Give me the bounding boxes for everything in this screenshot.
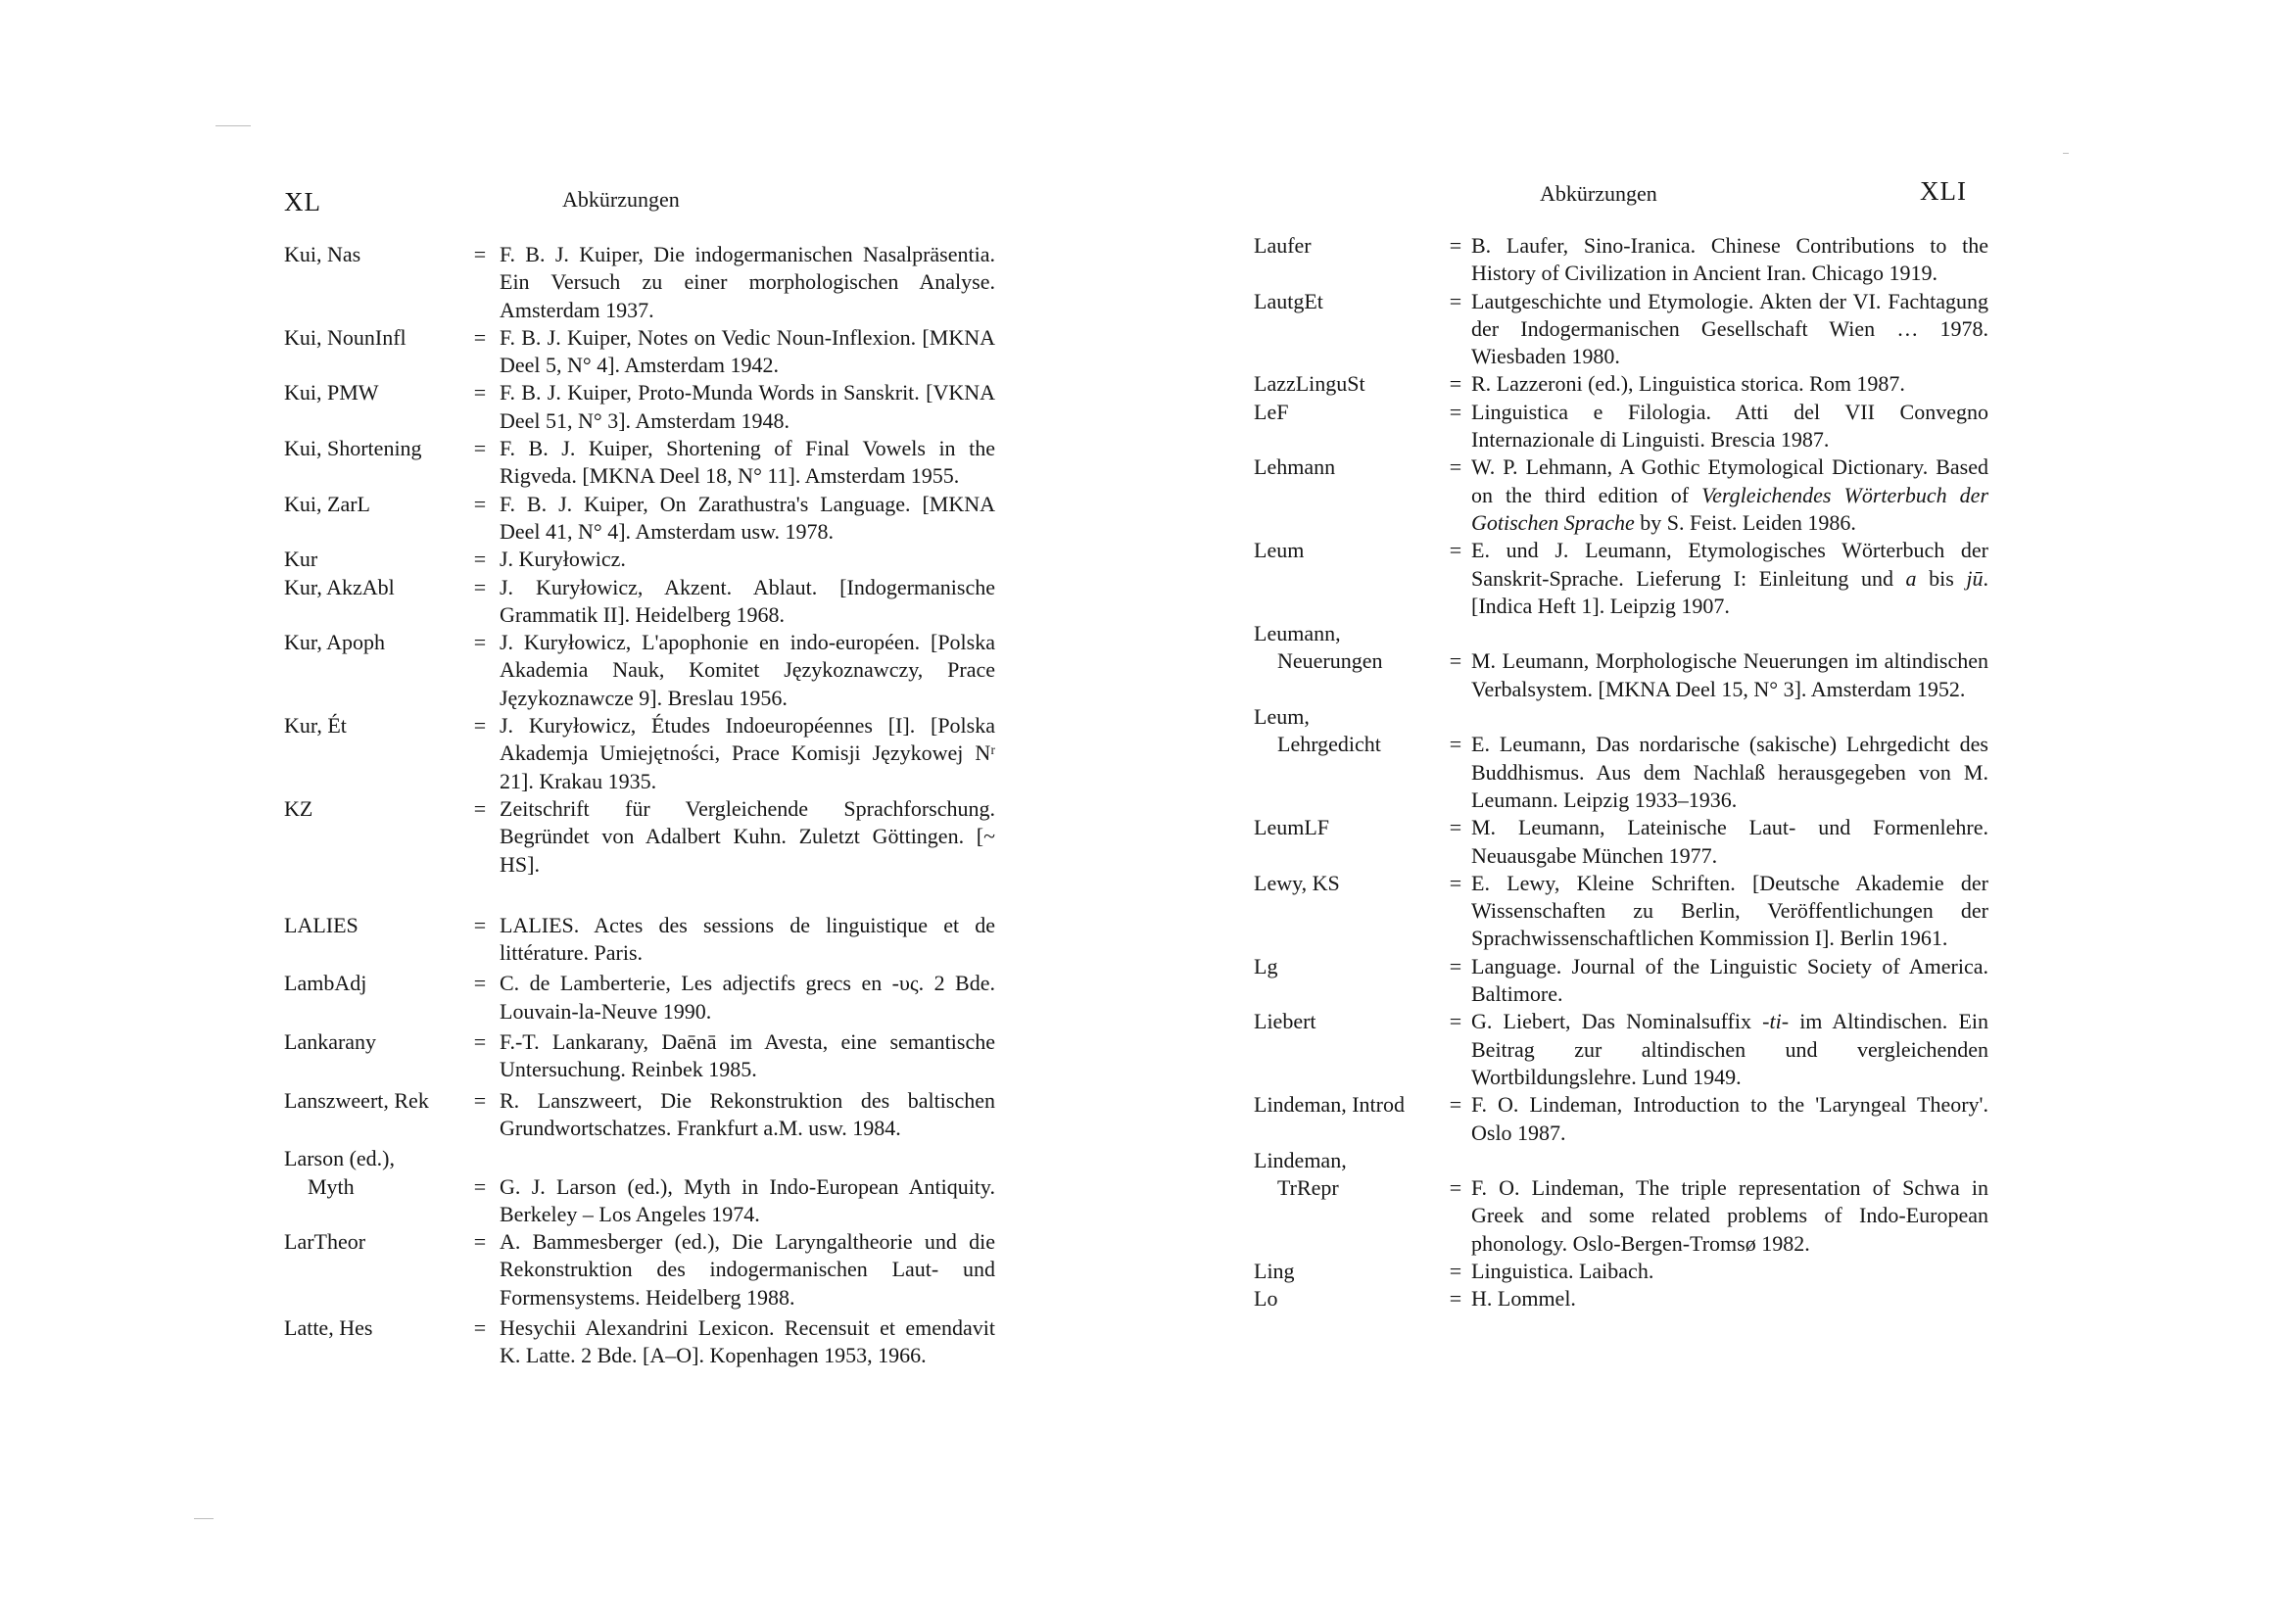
entry-definition: A. Bammesberger (ed.), Die Laryngaltheorie und die Rekonstruktion des indogermanischen Laut- und Formensystems. Heidelberg 1988.	[500, 1229, 995, 1310]
entry-term	[1254, 620, 1440, 703]
entry-definition: R. Lanszweert, Die Rekonstruktion des baltischen Grundwortschatzes. Frankfurt a.M. usw. 1984.	[500, 1087, 995, 1140]
equals-sign: =	[1449, 870, 1462, 895]
entry-kui-zarl	[284, 491, 995, 547]
entry-kz	[284, 795, 995, 879]
entry-definition: B. Laufer, Sino-Iranica. Chinese Contributions to the History of Civilization in Ancient Iran. Chicago 1919.	[1471, 233, 1988, 286]
entry-definition: M. Leumann, Morphologische Neuerungen im altindischen Verbalsystem. [MKNA Deel 15, N° 3]. Amsterdam 1952.	[1471, 648, 1988, 701]
entry-lankarany	[284, 1028, 995, 1084]
equals-sign: =	[1449, 1009, 1462, 1034]
entry-definition: H. Lommel.	[1471, 1286, 1576, 1312]
entry-kui-shortening	[284, 435, 995, 491]
entry-term: LambAdj	[284, 971, 367, 996]
equals-sign: =	[1449, 399, 1462, 424]
equals-sign: =	[473, 1173, 487, 1199]
entry-lambadj	[284, 970, 995, 1026]
equals-sign: =	[473, 436, 487, 461]
entry-larson-myth	[284, 1145, 995, 1228]
equals-sign: =	[1449, 815, 1462, 840]
entry-definition: Language. Journal of the Linguistic Society of America. Baltimore.	[1471, 953, 1988, 1007]
entry-leum-lehrgedicht	[1254, 703, 1988, 814]
entry-term: Lindeman, Introd	[1254, 1092, 1405, 1118]
entry-term: Lanszweert, Rek	[284, 1087, 429, 1113]
entry-kur-apoph	[284, 629, 995, 712]
entry-term: Kur, AkzAbl	[284, 574, 395, 599]
right-entry-list	[1254, 232, 1988, 1313]
entry-definition: G. J. Larson (ed.), Myth in Indo-European Antiquity. Berkeley – Los Angeles 1974.	[500, 1173, 995, 1226]
entry-term: LautgEt	[1254, 288, 1323, 313]
definition-text: by S. Feist. Leiden 1986.	[1634, 509, 1856, 535]
entry-term: Kui, PMW	[284, 380, 379, 406]
entry-kur	[284, 546, 995, 573]
entry-lalies	[284, 912, 995, 968]
entry-term: LeumLF	[1254, 815, 1329, 840]
entry-term-line2: Myth	[308, 1173, 355, 1199]
equals-sign: =	[473, 1229, 487, 1255]
entry-definition	[1471, 537, 1988, 620]
entry-term	[1254, 1147, 1440, 1258]
entry-kui-nouninfl	[284, 324, 995, 380]
entry-definition: J. Kuryłowicz.	[500, 547, 626, 572]
entry-lg	[1254, 953, 1988, 1009]
definition-italic: a	[1905, 565, 1917, 591]
equals-sign: =	[473, 1029, 487, 1055]
entry-leumlf	[1254, 814, 1988, 870]
entry-definition: Linguistica e Filologia. Atti del VII Convegno Internazionale di Linguisti. Brescia 1987.	[1471, 399, 1988, 453]
right-page	[1148, 0, 2296, 1622]
entry-term: Kui, Nas	[284, 242, 361, 266]
entry-term: Lewy, KS	[1254, 870, 1340, 895]
equals-sign: =	[1449, 732, 1462, 757]
entry-definition: E. Lewy, Kleine Schriften. [Deutsche Akademie der Wissenschaften zu Berlin, Veröffentlichungen der Sprachwissenschaftlichen Kommission I]. Berlin 1961.	[1471, 870, 1988, 951]
equals-sign: =	[473, 630, 487, 655]
definition-text: W. P. Lehmann, A Gothic Etymological Dictionary. Based on the third edition of	[1471, 454, 1988, 507]
left-running-head: Abkürzungen	[562, 187, 680, 212]
definition-italic-title: Vergleichendes Wörterbuch der Gotischen Sprache	[1471, 482, 1988, 535]
entry-lindeman-introd	[1254, 1091, 1988, 1147]
entry-latte-hes	[284, 1314, 995, 1370]
equals-sign: =	[473, 242, 487, 266]
entry-term: LazzLinguSt	[1254, 371, 1365, 397]
entry-kui-pmw	[284, 379, 995, 435]
equals-sign: =	[473, 912, 487, 937]
entry-term-line2: Lehrgedicht	[1277, 732, 1381, 757]
entry-term: Leum	[1254, 538, 1305, 563]
equals-sign: =	[1449, 1286, 1462, 1312]
entry-lanszweert-rek	[284, 1087, 995, 1143]
equals-sign: =	[473, 1314, 487, 1340]
definition-text: im Altindischen. Ein Beitrag zur altindischen und vergleichenden Wortbildungslehre. Lund 1949.	[1471, 1009, 1988, 1089]
entry-definition: F. B. J. Kuiper, Die indogermanischen Nasalpräsentia. Ein Versuch zu einer morphologischen Analyse. Amsterdam 1937.	[500, 242, 995, 322]
entry-term: Liebert	[1254, 1009, 1316, 1034]
definition-text: E. und J. Leumann, Etymologisches Wörterbuch der Sanskrit-Sprache. Lieferung I: Einleitung und	[1471, 538, 1988, 591]
equals-sign: =	[473, 795, 487, 821]
entry-definition: R. Lazzeroni (ed.), Linguistica storica. Rom 1987.	[1471, 371, 1905, 397]
definition-italic: jū	[1966, 565, 1984, 591]
equals-sign: =	[1449, 538, 1462, 563]
equals-sign: =	[1449, 1175, 1462, 1201]
entry-lef	[1254, 399, 1988, 454]
equals-sign: =	[473, 574, 487, 599]
entry-lazzlingust	[1254, 370, 1988, 398]
entry-definition: Hesychii Alexandrini Lexicon. Recensuit et emendavit K. Latte. 2 Bde. [A–O]. Kopenhagen 1953, 1966.	[500, 1314, 995, 1368]
entry-term: LarTheor	[284, 1229, 366, 1255]
equals-sign: =	[473, 324, 487, 350]
equals-sign: =	[473, 491, 487, 516]
entry-definition: J. Kuryłowicz, L'apophonie en indo-européen. [Polska Akademia Nauk, Komitet Językoznawczy, Prace Językoznawcze 9]. Breslau 1956.	[500, 630, 995, 710]
entry-ling	[1254, 1258, 1988, 1285]
scan-speck	[194, 1518, 214, 1519]
equals-sign: =	[1449, 1258, 1462, 1283]
entry-definition: F. B. J. Kuiper, Proto-Munda Words in Sanskrit. [VKNA Deel 51, N° 3]. Amsterdam 1948.	[500, 380, 995, 433]
equals-sign: =	[1449, 454, 1462, 480]
definition-text: G. Liebert, Das Nominalsuffix	[1471, 1009, 1763, 1034]
entry-definition: F. B. J. Kuiper, Notes on Vedic Noun-Inflexion. [MKNA Deel 5, N° 4]. Amsterdam 1942.	[500, 324, 995, 378]
equals-sign: =	[473, 380, 487, 406]
entry-definition: F. O. Lindeman, Introduction to the 'Laryngeal Theory'. Oslo 1987.	[1471, 1092, 1988, 1145]
entry-kur-et	[284, 712, 995, 795]
entry-definition: F. B. J. Kuiper, Shortening of Final Vowels in the Rigveda. [MKNA Deel 18, N° 11]. Amsterdam 1955.	[500, 436, 995, 489]
entry-term	[284, 1145, 460, 1228]
entry-liebert	[1254, 1008, 1988, 1091]
entry-term: Laufer	[1254, 233, 1312, 258]
entry-kui-nas	[284, 241, 995, 324]
entry-definition: Lautgeschichte und Etymologie. Akten der VI. Fachtagung der Indogermanischen Gesellschaft Wien … 1978. Wiesbaden 1980.	[1471, 288, 1988, 369]
entry-term: Lo	[1254, 1286, 1278, 1312]
equals-sign: =	[473, 547, 487, 572]
entry-definition: LALIES. Actes des sessions de linguistique et de littérature. Paris.	[500, 912, 995, 966]
equals-sign: =	[1449, 371, 1462, 397]
entry-definition: M. Leumann, Lateinische Laut- und Formenlehre. Neuausgabe München 1977.	[1471, 815, 1988, 868]
entry-term: Kur, Apoph	[284, 630, 386, 655]
entry-leum	[1254, 537, 1988, 620]
entry-laufer	[1254, 232, 1988, 288]
entry-term-line1: Leum,	[1254, 704, 1310, 730]
entry-term: LALIES	[284, 912, 359, 937]
entry-term-line1: Lindeman,	[1254, 1147, 1347, 1172]
scan-speck	[215, 125, 251, 126]
equals-sign: =	[1449, 288, 1462, 313]
definition-italic: -ti-	[1762, 1009, 1790, 1034]
entry-definition: E. Leumann, Das nordarische (sakische) Lehrgedicht des Buddhismus. Aus dem Nachlaß herausgegeben von M. Leumann. Leipzig 1933–1936.	[1471, 732, 1988, 812]
entry-definition: Zeitschrift für Vergleichende Sprachforschung. Begründet von Adalbert Kuhn. Zuletzt Göttingen. [~ HS].	[500, 795, 995, 877]
entry-term: Kur, Ét	[284, 713, 347, 739]
entry-term-line2: Neuerungen	[1277, 648, 1383, 674]
definition-text: . [Indica Heft 1]. Leipzig 1907.	[1471, 565, 1988, 618]
entry-term: Lg	[1254, 953, 1278, 978]
entry-term: LeF	[1254, 399, 1289, 424]
entry-lo	[1254, 1285, 1988, 1312]
entry-definition: F. B. J. Kuiper, On Zarathustra's Language. [MKNA Deel 41, N° 4]. Amsterdam usw. 1978.	[500, 491, 995, 544]
left-entry-list	[284, 241, 995, 1370]
right-folio: XLI	[1920, 176, 1967, 206]
entry-definition	[1471, 453, 1988, 537]
entry-term: KZ	[284, 795, 313, 821]
entry-term: Latte, Hes	[284, 1314, 373, 1340]
entry-definition: F.-T. Lankarany, Daēnā im Avesta, eine semantische Untersuchung. Reinbek 1985.	[500, 1029, 995, 1082]
entry-definition	[1471, 1008, 1988, 1091]
entry-definition: C. de Lamberterie, Les adjectifs grecs en -υς. 2 Bde. Louvain-la-Neuve 1990.	[500, 971, 995, 1024]
entry-definition: F. O. Lindeman, The triple representation of Schwa in Greek and some related problems of Indo-European phonology. Oslo-Bergen-Tromsø 1982.	[1471, 1175, 1988, 1256]
entry-term: Kui, Shortening	[284, 436, 422, 461]
right-running-head: Abkürzungen	[1540, 181, 1657, 206]
entry-definition: Linguistica. Laibach.	[1471, 1258, 1654, 1283]
equals-sign: =	[473, 971, 487, 996]
entry-lautget	[1254, 288, 1988, 371]
entry-term: Ling	[1254, 1258, 1295, 1283]
entry-kur-akzabl	[284, 574, 995, 630]
entry-definition: J. Kuryłowicz, Akzent. Ablaut. [Indogermanische Grammatik II]. Heidelberg 1968.	[500, 574, 995, 627]
entry-term: Kur	[284, 547, 318, 572]
scan-speck	[2063, 153, 2069, 154]
entry-term: Lankarany	[284, 1029, 377, 1055]
definition-text: bis	[1916, 565, 1967, 591]
entry-lindeman-trrepr	[1254, 1147, 1988, 1258]
entry-term-line2: TrRepr	[1277, 1175, 1339, 1201]
equals-sign: =	[1449, 648, 1462, 674]
entry-term: Kui, NounInfl	[284, 324, 407, 350]
entry-term-line1: Leumann,	[1254, 621, 1341, 646]
equals-sign: =	[1449, 953, 1462, 978]
equals-sign: =	[473, 713, 487, 739]
entry-lewy-ks	[1254, 870, 1988, 953]
equals-sign: =	[1449, 233, 1462, 258]
entry-term-line1: Larson (ed.),	[284, 1146, 396, 1171]
entry-lartheor	[284, 1228, 995, 1312]
equals-sign: =	[1449, 1092, 1462, 1118]
entry-definition: J. Kuryłowicz, Études Indoeuropéennes [I]. [Polska Akademja Umiejętności, Prace Komisji Językowej Nʳ 21]. Krakau 1935.	[500, 713, 995, 793]
entry-leumann-neuerungen	[1254, 620, 1988, 703]
entry-term: Kui, ZarL	[284, 491, 370, 516]
entry-lehmann	[1254, 453, 1988, 537]
equals-sign: =	[473, 1087, 487, 1113]
entry-term	[1254, 703, 1440, 814]
left-folio: XL	[284, 187, 321, 216]
entry-term: Lehmann	[1254, 454, 1336, 480]
